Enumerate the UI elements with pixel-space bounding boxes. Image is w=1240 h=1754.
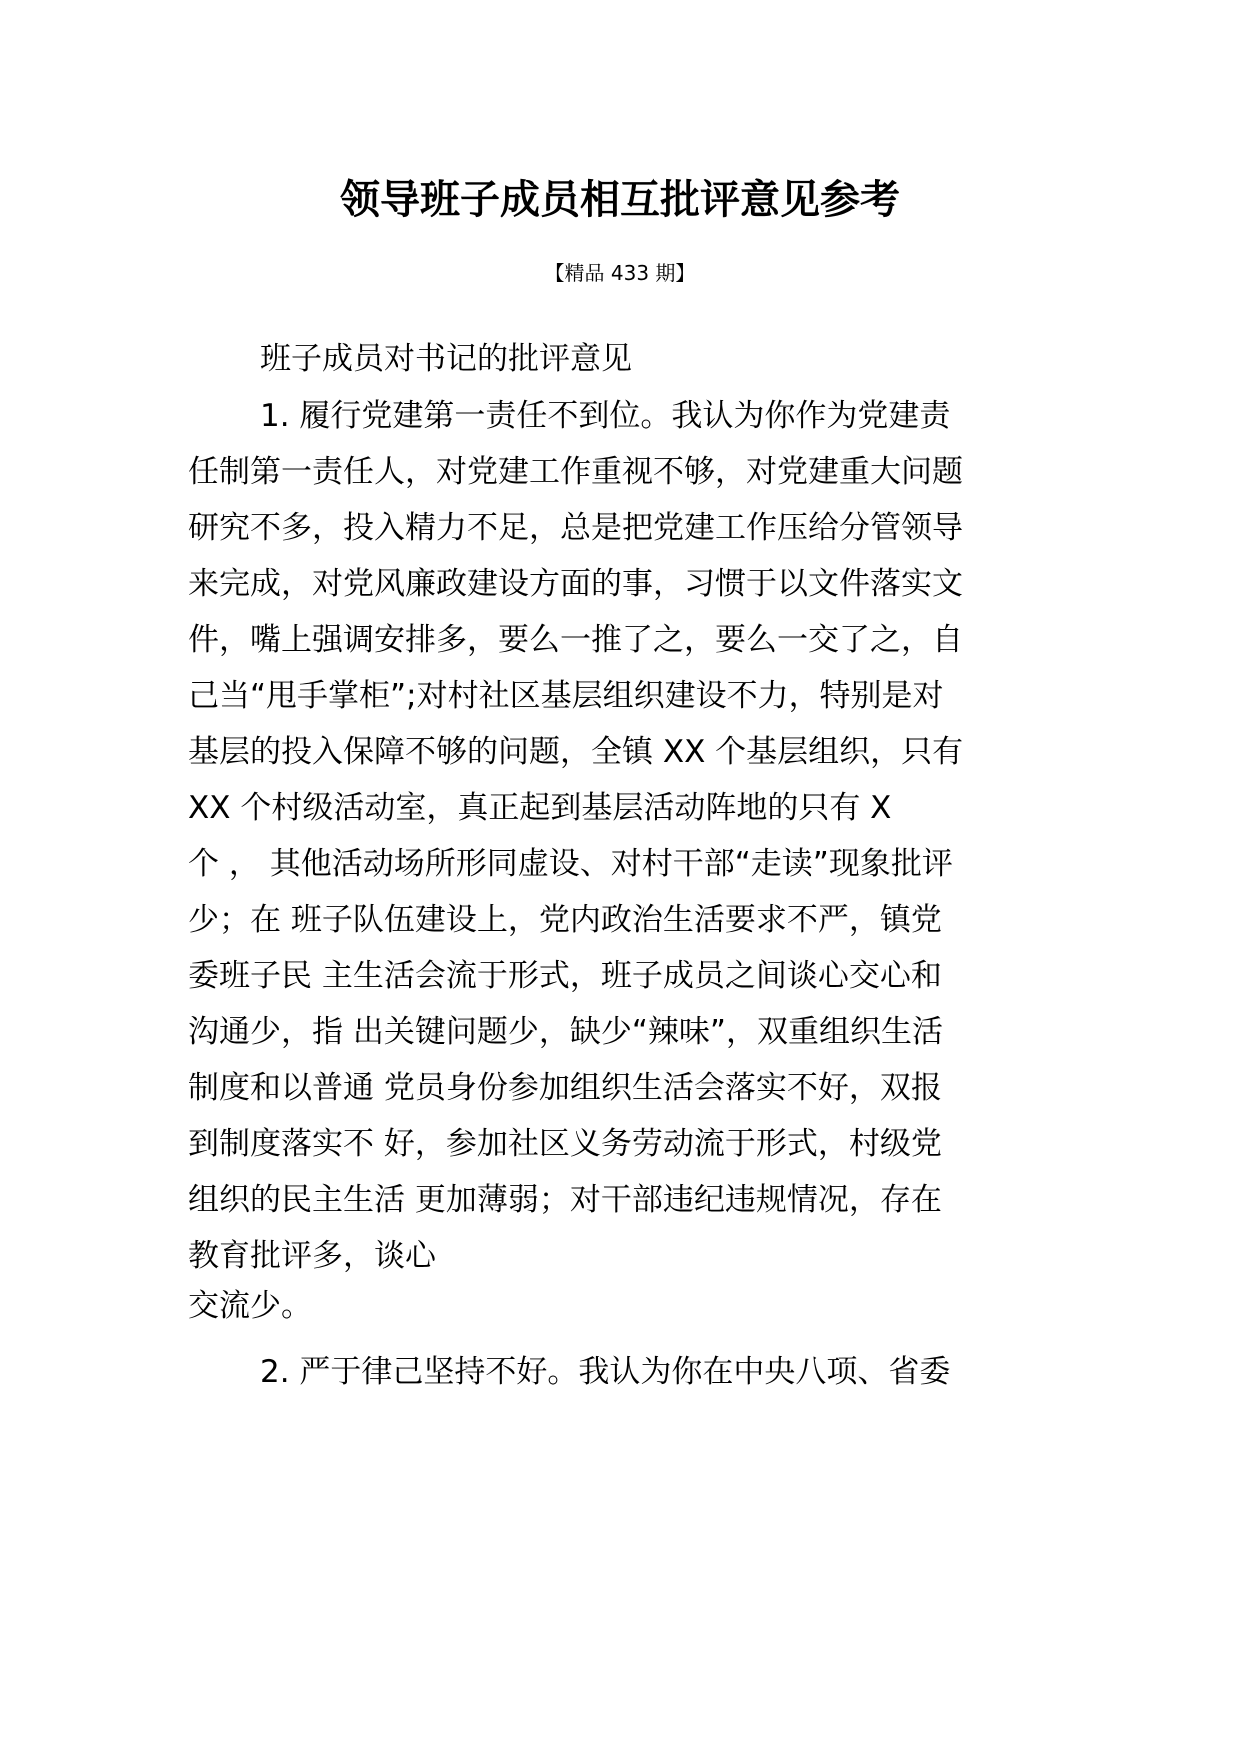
section-heading: 班子成员对书记的批评意见 bbox=[260, 341, 632, 377]
body-line: 沟通少，指 出关键问题少，缺少“辣味”，双重组织生活 bbox=[188, 1014, 943, 1050]
issue-tag: 【精品 433 期】 bbox=[544, 261, 696, 285]
body-line: 1. 履行党建第一责任不到位。我认为你作为党建责 bbox=[260, 398, 951, 434]
body-line: 少；在 班子队伍建设上，党内政治生活要求不严，镇党 bbox=[188, 902, 942, 938]
body-line: 件，嘴上强调安排多，要么一推了之，要么一交了之，自 bbox=[188, 622, 963, 658]
body-line: 来完成，对党风廉政建设方面的事，习惯于以文件落实文 bbox=[188, 566, 963, 602]
body-line: 制度和以普通 党员身份参加组织生活会落实不好，双报 bbox=[188, 1070, 942, 1106]
body-line: XX 个村级活动室，真正起到基层活动阵地的只有 X bbox=[188, 790, 892, 826]
body-line: 个 ， 其他活动场所形同虚设、对村干部“走读”现象批评 bbox=[188, 846, 953, 882]
body-line: 己当“甩手掌柜”;对村社区基层组织建设不力，特别是对 bbox=[188, 678, 944, 714]
body-line: 委班子民 主生活会流于形式，班子成员之间谈心交心和 bbox=[188, 958, 942, 994]
body-line: 任制第一责任人，对党建工作重视不够，对党建重大问题 bbox=[188, 454, 963, 490]
body-line: 组织的民主生活 更加薄弱；对干部违纪违规情况，存在 bbox=[188, 1182, 942, 1218]
body-line: 研究不多，投入精力不足，总是把党建工作压给分管领导 bbox=[188, 510, 963, 546]
body-line: 到制度落实不 好，参加社区义务劳动流于形式，村级党 bbox=[188, 1126, 942, 1162]
body-line: 教育批评多，谈心 bbox=[188, 1238, 436, 1274]
body-line: 2. 严于律己坚持不好。我认为你在中央八项、省委 bbox=[260, 1354, 951, 1390]
body-line: 基层的投入保障不够的问题，全镇 XX 个基层组织，只有 bbox=[188, 734, 964, 770]
body-line: 交流少。 bbox=[188, 1288, 312, 1324]
document-title: 领导班子成员相互批评意见参考 bbox=[340, 177, 900, 223]
